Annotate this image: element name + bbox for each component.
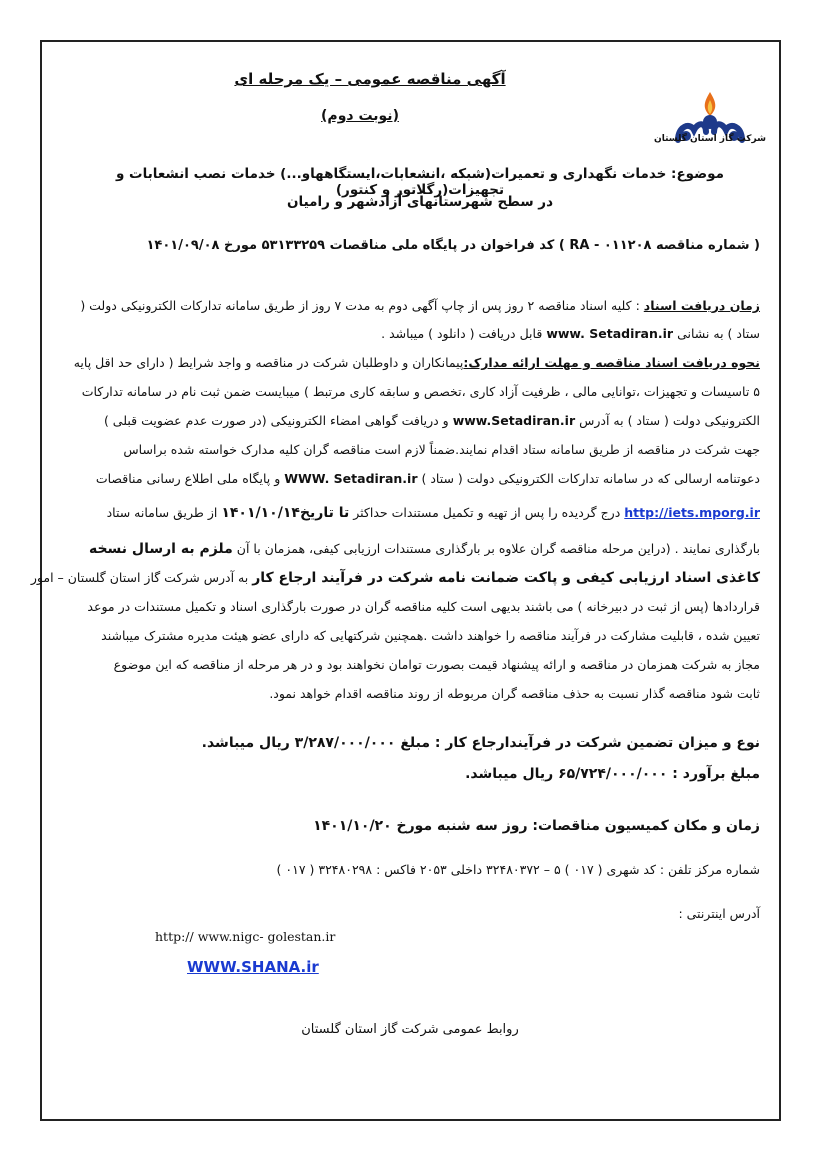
contact-info: شماره مرکز تلفن : کد شهری ( ۰۱۷ ) ۵ – ۳۲۴۸۰۳۷۲ داخلی ۲۰۵۳ فاکس : ۳۲۴۸۰۲۹۸ ( ۰۱۷ ) [276, 862, 760, 877]
setadiran-address-link[interactable]: www.Setadiran.ir [452, 413, 576, 428]
procedure-line-10: تعیین شده ، قابلیت مشارکت در فرآیند مناقصه را خواهند داشت .همچنین شرکتهایی که دارای عضو هیئت مدیره مشترک میباشند [101, 628, 760, 643]
iets-link[interactable]: http://iets.mporg.ir [624, 505, 760, 520]
documents-receipt-line-1 [60, 298, 760, 313]
procedure-text-7a: بارگذاری نمایند . (دراین مرحله مناقصه گران علاوه بر بارگذاری مستندات ارزیابی کیفی، همزمان با آن [236, 541, 760, 556]
procedure-line-6 [60, 505, 760, 521]
procedure-text-6a: درج گردیده را پس از تهیه و تکمیل مستندات حداکثر [353, 505, 621, 520]
documents-receipt-text-a: ستاد ) به نشانی [677, 326, 760, 341]
setadiran-link[interactable]: www. Setadiran.ir [546, 326, 674, 341]
subject-line-1: موضوع: خدمات نگهداری و تعمیرات(شبکه ،انشعابات،ایستگاههاو...) خدمات نصب انشعابات و تجهیزات(رگلاتور و کنتور) [115, 166, 725, 198]
procedure-text-5b: و پایگاه ملی اطلاع رسانی مناقصات [95, 471, 281, 486]
procedure-line-7 [60, 541, 760, 557]
documents-receipt-text-b: قابل دریافت ( دانلود ) میباشد . [381, 326, 543, 341]
deadline-date: تا تاریخ۱۴۰۱/۱۰/۱۴ [221, 505, 350, 521]
documents-receipt-line-2 [60, 326, 760, 341]
commission-date: زمان و مکان کمیسیون مناقصات: روز سه شنبه مورخ ۱۴۰۱/۱۰/۲۰ [313, 818, 760, 834]
website-link-nigc[interactable]: http:// www.nigc- golestan.ir [155, 929, 336, 944]
procedure-line-4: جهت شرکت در مناقصه از طریق سامانه ستاد اقدام نمایند.ضمناً لازم است مناقصه گران کلیه مدارک خواسته شده براساس [123, 442, 760, 457]
procedure-line-12: ثابت شود مناقصه گذار نسبت به حذف مناقصه گران مربوطه از روند مناقصه اقدام خواهد نمود. [269, 686, 760, 701]
procedure-line-11: مجاز به شرکت همزمان در مناقصه و ارائه پیشنهاد قیمت بصورت توامان نخواهند بود و در هر مرحله از مناقصه که این موضوع [113, 657, 760, 672]
estimate-amount: مبلغ برآورد : ۶۵/۷۲۴/۰۰۰/۰۰۰ ریال میباشد. [465, 766, 760, 782]
documents-receipt-label: زمان دریافت اسناد [643, 298, 760, 313]
procedure-text-6b: از طریق سامانه ستاد [106, 505, 218, 520]
round-label: (نوبت دوم) [321, 108, 399, 124]
setadiran-www-link[interactable]: WWW. Setadiran.ir [284, 471, 418, 486]
procedure-line-5 [60, 471, 760, 486]
guarantee-amount: نوع و میزان تضمین شرکت در فرآیندارجاع کار : مبلغ ۳/۲۸۷/۰۰۰/۰۰۰ ریال میباشد. [201, 735, 760, 751]
procedure-text-3a: الکترونیکی دولت ( ستاد ) به آدرس [579, 413, 760, 428]
procedure-line-8 [30, 570, 760, 586]
procedure-text-3b: و دریافت گواهی امضاء الکترونیکی (در صورت عدم عضویت قبلی ) [103, 413, 449, 428]
logo-caption: شرکت گاز استان گلستان [654, 134, 766, 144]
procedure-text-7b: ملزم به ارسال نسخه [88, 541, 233, 557]
subject-line-2: در سطح شهرستانهای آزادشهر و رامیان [286, 194, 553, 210]
procedure-line-3 [60, 413, 760, 428]
procedure-text-1: پیمانکاران و داوطلبان شرکت در مناقصه و واجد شرایط ( دارای حد اقل پایه [73, 355, 464, 370]
procedure-line-2: ۵ تاسیسات و تجهیزات ،توانایی مالی ، ظرفیت آزاد کاری ،تخصص و سابقه کاری مرتبط ) میبایست ضمن ثبت نام در سامانه تدارکات [81, 384, 760, 399]
website-link-shana[interactable]: WWW.SHANA.ir [187, 958, 319, 976]
page-title: آگهی مناقصه عمومی – یک مرحله ای [234, 70, 506, 88]
documents-receipt-text: : کلیه اسناد مناقصه ۲ روز پس از چاپ آگهی دوم به مدت ۷ روز از طریق سامانه تدارکات الکترونیکی دولت ( [80, 298, 640, 313]
tender-number: ( شماره مناقصه RA - ۰۱۱۲۰۸ ) کد فراخوان در پایگاه ملی مناقصات ۵۳۱۳۳۲۵۹ مورخ ۱۴۰۱/۰۹/۰۸ [146, 238, 760, 253]
company-logo-icon [660, 78, 760, 158]
footer-signature: روابط عمومی شرکت گاز استان گلستان [301, 1022, 519, 1037]
procedure-line-9: قراردادها (پس از ثبت در دبیرخانه ) می باشند بدیهی است کلیه مناقصه گران در صورت بارگذاری اسناد و تکمیل مستندات در موعد [87, 599, 760, 614]
procedure-text-8b: به آدرس شرکت گاز استان گلستان – امور [30, 570, 249, 585]
internet-label: آدرس اینترنتی : [678, 906, 760, 921]
procedure-line-1 [60, 355, 760, 370]
procedure-text-5a: دعوتنامه ارسالی که در سامانه تدارکات الکترونیکی دولت ( ستاد ) [421, 471, 760, 486]
procedure-text-8a: کاغذی اسناد ارزیابی کیفی و پاکت ضمانت نامه شرکت در فرآیند ارجاع کار [252, 570, 760, 586]
procedure-label: نحوه دریافت اسناد مناقصه و مهلت ارائه مدارک: [463, 355, 760, 370]
